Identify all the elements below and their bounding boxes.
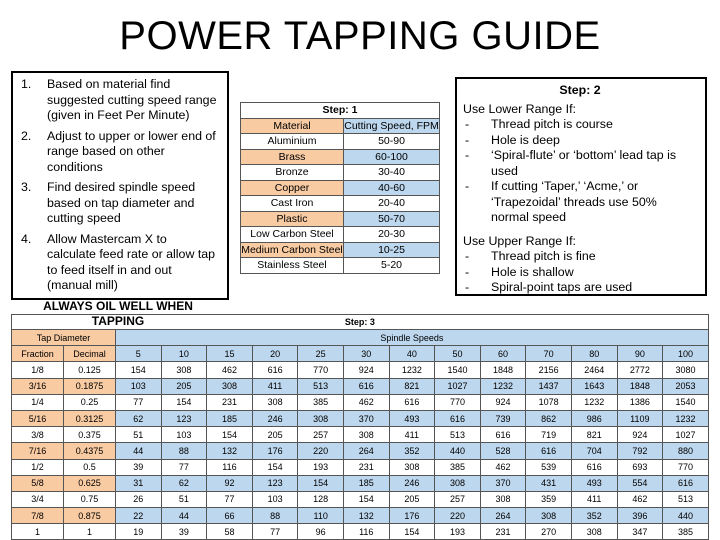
rpm-cell: 370: [343, 410, 389, 426]
step1-heading-row: [241, 103, 440, 119]
rpm-cell: 270: [526, 524, 572, 540]
rpm-cell: 110: [298, 508, 344, 524]
rpm-cell: 1386: [617, 394, 663, 410]
table-row: [12, 410, 709, 426]
rpm-cell: 411: [571, 491, 617, 507]
rpm-cell: 1437: [526, 378, 572, 394]
oil-note: ALWAYS OIL WELL WHEN TAPPING: [43, 298, 193, 328]
material-row: [241, 196, 440, 212]
rpm-cell: 616: [663, 475, 709, 491]
range-item: [463, 148, 697, 179]
decimal-cell: 0.25: [64, 394, 116, 410]
rpm-cell: 462: [480, 459, 526, 475]
lower-range-list: [463, 117, 697, 226]
rpm-cell: 128: [298, 491, 344, 507]
spindle-speeds-header: Spindle Speeds: [116, 330, 709, 346]
lower-range-title: Use Lower Range If:: [463, 101, 576, 116]
speed-cell: 30-40: [344, 165, 440, 181]
rpm-cell: 96: [298, 524, 344, 540]
rpm-cell: 308: [161, 362, 207, 378]
rpm-cell: 616: [435, 410, 481, 426]
rpm-cell: 26: [116, 491, 162, 507]
rpm-cell: 39: [161, 524, 207, 540]
decimal-cell: 0.5: [64, 459, 116, 475]
tap-diameter-header: Tap Diameter: [12, 330, 116, 346]
rpm-cell: 116: [343, 524, 389, 540]
rpm-cell: 513: [663, 491, 709, 507]
rpm-cell: 176: [389, 508, 435, 524]
range-item-text: Thread pitch is fine: [491, 249, 596, 263]
instruction-number: 2.: [21, 128, 32, 143]
fraction-cell: 3/4: [12, 491, 64, 507]
rpm-cell: 264: [480, 508, 526, 524]
rpm-cell: 513: [298, 378, 344, 394]
rpm-cell: 739: [480, 410, 526, 426]
step3-table: [11, 314, 709, 540]
step2-box: [455, 77, 707, 296]
upper-range-title: Use Upper Range If:: [463, 233, 576, 248]
table-row: [12, 394, 709, 410]
rpm-cell: 1109: [617, 410, 663, 426]
rpm-cell: 431: [526, 475, 572, 491]
rpm-cell: 39: [116, 459, 162, 475]
instruction-item: [17, 77, 219, 124]
rpm-cell: 231: [207, 394, 253, 410]
rpm-cell: 554: [617, 475, 663, 491]
rpm-cell: 77: [207, 491, 253, 507]
range-item: [463, 280, 697, 296]
rpm-cell: 123: [252, 475, 298, 491]
rpm-cell: 821: [389, 378, 435, 394]
rpm-cell: 359: [526, 491, 572, 507]
material-row: [241, 180, 440, 196]
fraction-cell: 3/16: [12, 378, 64, 394]
rpm-cell: 493: [571, 475, 617, 491]
rpm-cell: 51: [161, 491, 207, 507]
decimal-cell: 0.4375: [64, 443, 116, 459]
rpm-cell: 92: [207, 475, 253, 491]
fraction-cell: 1: [12, 524, 64, 540]
rpm-cell: 19: [116, 524, 162, 540]
instruction-text: Adjust to upper or lower end of range based on other conditions: [47, 128, 216, 174]
speed-column-header: 50: [435, 346, 481, 362]
rpm-cell: 2464: [571, 362, 617, 378]
speed-column-header: 5: [116, 346, 162, 362]
material-cell: Copper: [241, 180, 344, 196]
instruction-text: Based on material find suggested cutting speed range (given in Feet Per Minute): [47, 77, 217, 122]
page-title: POWER TAPPING GUIDE: [119, 14, 601, 58]
material-cell: Bronze: [241, 165, 344, 181]
material-row: [241, 165, 440, 181]
instruction-number: 3.: [21, 180, 32, 194]
rpm-cell: 440: [663, 508, 709, 524]
rpm-cell: 308: [343, 427, 389, 443]
step1-heading: Step: 1: [241, 103, 440, 119]
rpm-cell: 205: [252, 427, 298, 443]
range-item-text: Spiral-point taps are used: [491, 280, 633, 294]
rpm-cell: 2772: [617, 362, 663, 378]
range-item: [463, 249, 697, 265]
speed-column-header: 40: [389, 346, 435, 362]
rpm-cell: 193: [298, 459, 344, 475]
rpm-cell: 411: [389, 427, 435, 443]
table-row: [12, 459, 709, 475]
rpm-cell: 821: [571, 427, 617, 443]
speed-cell: 20-30: [344, 227, 440, 243]
rpm-cell: 132: [207, 443, 253, 459]
step3-group-row: [12, 330, 709, 346]
rpm-cell: 77: [161, 459, 207, 475]
step3-heading: Step: 3: [12, 315, 709, 330]
rpm-cell: 385: [435, 459, 481, 475]
rpm-cell: 1078: [526, 394, 572, 410]
speed-column-header: 60: [480, 346, 526, 362]
speed-column-header: 25: [298, 346, 344, 362]
rpm-cell: 352: [571, 508, 617, 524]
fraction-cell: 3/8: [12, 427, 64, 443]
material-row: [241, 242, 440, 258]
rpm-cell: 154: [116, 362, 162, 378]
rpm-cell: 176: [252, 443, 298, 459]
material-cell: Aluminium: [241, 134, 344, 150]
range-item: [463, 179, 697, 226]
rpm-cell: 1232: [480, 378, 526, 394]
range-item: [463, 117, 697, 133]
rpm-cell: 924: [480, 394, 526, 410]
rpm-cell: 770: [663, 459, 709, 475]
speed-column-header: 30: [343, 346, 389, 362]
rpm-cell: 1232: [663, 410, 709, 426]
rpm-cell: 154: [298, 475, 344, 491]
speed-cell: 20-40: [344, 196, 440, 212]
range-item: [463, 265, 697, 281]
dash-bullet: -: [465, 148, 470, 162]
rpm-cell: 88: [252, 508, 298, 524]
rpm-cell: 396: [617, 508, 663, 524]
instruction-item: [17, 232, 219, 294]
rpm-cell: 1848: [617, 378, 663, 394]
rpm-cell: 308: [571, 524, 617, 540]
table-row: [12, 508, 709, 524]
rpm-cell: 103: [116, 378, 162, 394]
range-item-text: Thread pitch is course: [491, 117, 613, 131]
rpm-cell: 62: [161, 475, 207, 491]
rpm-cell: 123: [161, 410, 207, 426]
step1-header-row: [241, 118, 440, 134]
table-row: [12, 362, 709, 378]
speed-cell: 60-100: [344, 149, 440, 165]
rpm-cell: 220: [435, 508, 481, 524]
rpm-cell: 185: [343, 475, 389, 491]
rpm-cell: 462: [343, 394, 389, 410]
instruction-item: [17, 129, 219, 176]
rpm-cell: 616: [480, 427, 526, 443]
rpm-cell: 62: [116, 410, 162, 426]
material-cell: Stainless Steel: [241, 258, 344, 274]
material-row: [241, 211, 440, 227]
rpm-cell: 924: [343, 362, 389, 378]
rpm-cell: 462: [617, 491, 663, 507]
step3-column-row: [12, 346, 709, 362]
dash-bullet: -: [465, 132, 470, 147]
instructions-list: [17, 77, 219, 294]
rpm-cell: 264: [343, 443, 389, 459]
dash-bullet: -: [465, 179, 470, 193]
rpm-cell: 616: [252, 362, 298, 378]
rpm-cell: 792: [617, 443, 663, 459]
table-row: [12, 443, 709, 459]
rpm-cell: 185: [207, 410, 253, 426]
speed-column-header: 20: [252, 346, 298, 362]
rpm-cell: 616: [389, 394, 435, 410]
rpm-cell: 308: [252, 394, 298, 410]
fraction-cell: 7/8: [12, 508, 64, 524]
decimal-cell: 0.1875: [64, 378, 116, 394]
decimal-cell: 0.125: [64, 362, 116, 378]
rpm-cell: 862: [526, 410, 572, 426]
decimal-cell: 0.75: [64, 491, 116, 507]
rpm-cell: 704: [571, 443, 617, 459]
fraction-cell: 1/8: [12, 362, 64, 378]
rpm-cell: 44: [161, 508, 207, 524]
rpm-cell: 308: [435, 475, 481, 491]
table-row: [12, 491, 709, 507]
rpm-cell: 1027: [663, 427, 709, 443]
range-item-text: ‘Spiral-flute’ or ‘bottom’ lead tap is used: [491, 148, 677, 178]
rpm-cell: 1540: [663, 394, 709, 410]
range-item-text: Hole is shallow: [491, 264, 574, 279]
step1-table: [240, 102, 440, 274]
rpm-cell: 193: [435, 524, 481, 540]
step3-heading-row: [12, 315, 709, 330]
rpm-cell: 31: [116, 475, 162, 491]
fraction-cell: 1/2: [12, 459, 64, 475]
rpm-cell: 22: [116, 508, 162, 524]
material-row: [241, 227, 440, 243]
decimal-cell: 0.3125: [64, 410, 116, 426]
instruction-number: 4.: [21, 231, 32, 246]
rpm-cell: 308: [526, 508, 572, 524]
rpm-cell: 308: [207, 378, 253, 394]
rpm-cell: 103: [252, 491, 298, 507]
rpm-cell: 205: [161, 378, 207, 394]
rpm-cell: 411: [252, 378, 298, 394]
speed-column-header: 80: [571, 346, 617, 362]
rpm-cell: 924: [617, 427, 663, 443]
fraction-cell: 1/4: [12, 394, 64, 410]
rpm-cell: 347: [617, 524, 663, 540]
rpm-cell: 385: [298, 394, 344, 410]
rpm-cell: 352: [389, 443, 435, 459]
rpm-cell: 462: [207, 362, 253, 378]
rpm-cell: 132: [343, 508, 389, 524]
material-row: [241, 149, 440, 165]
rpm-cell: 528: [480, 443, 526, 459]
material-row: [241, 134, 440, 150]
speed-cell: 40-60: [344, 180, 440, 196]
instruction-number: 1.: [21, 77, 32, 91]
rpm-cell: 3080: [663, 362, 709, 378]
rpm-cell: 616: [526, 443, 572, 459]
decimal-cell: 0.375: [64, 427, 116, 443]
rpm-cell: 1643: [571, 378, 617, 394]
rpm-cell: 77: [116, 394, 162, 410]
rpm-cell: 220: [298, 443, 344, 459]
rpm-cell: 205: [389, 491, 435, 507]
rpm-cell: 770: [435, 394, 481, 410]
rpm-cell: 231: [343, 459, 389, 475]
rpm-cell: 154: [343, 491, 389, 507]
upper-range-list: [463, 249, 697, 296]
speed-column-header: 70: [526, 346, 572, 362]
rpm-cell: 88: [161, 443, 207, 459]
rpm-cell: 385: [663, 524, 709, 540]
rpm-cell: 66: [207, 508, 253, 524]
rpm-cell: 513: [435, 427, 481, 443]
rpm-cell: 370: [480, 475, 526, 491]
speed-cell: 50-90: [344, 134, 440, 150]
speed-column-header: 100: [663, 346, 709, 362]
rpm-cell: 103: [161, 427, 207, 443]
decimal-cell: 1: [64, 524, 116, 540]
speed-column-header: 15: [207, 346, 253, 362]
cutting-speed-header: Cutting Speed, FPM: [344, 119, 439, 132]
range-item-text: If cutting ‘Taper,’ ‘Acme,’ or ‘Trapezoidal’ threads use 50% normal speed: [491, 179, 657, 224]
speed-column-header: 10: [161, 346, 207, 362]
rpm-cell: 1232: [389, 362, 435, 378]
decimal-cell: 0.625: [64, 475, 116, 491]
rpm-cell: 616: [571, 459, 617, 475]
fraction-cell: 5/8: [12, 475, 64, 491]
rpm-cell: 154: [161, 394, 207, 410]
rpm-cell: 308: [389, 459, 435, 475]
rpm-cell: 308: [480, 491, 526, 507]
rpm-cell: 1027: [435, 378, 481, 394]
material-cell: Cast Iron: [241, 196, 344, 212]
material-cell: Brass: [241, 149, 344, 165]
material-cell: Medium Carbon Steel: [241, 243, 343, 256]
fraction-cell: 5/16: [12, 410, 64, 426]
rpm-cell: 440: [435, 443, 481, 459]
rpm-cell: 493: [389, 410, 435, 426]
material-row: [241, 258, 440, 274]
rpm-cell: 616: [343, 378, 389, 394]
rpm-cell: 2156: [526, 362, 572, 378]
range-item: [463, 133, 697, 149]
rpm-cell: 308: [298, 410, 344, 426]
rpm-cell: 2053: [663, 378, 709, 394]
speed-cell: 50-70: [344, 211, 440, 227]
fraction-cell: 7/16: [12, 443, 64, 459]
rpm-cell: 257: [435, 491, 481, 507]
material-cell: Low Carbon Steel: [241, 227, 344, 243]
dash-bullet: -: [465, 280, 470, 294]
speed-cell: 10-25: [344, 242, 440, 258]
table-row: [12, 427, 709, 443]
dash-bullet: -: [465, 117, 470, 131]
rpm-cell: 77: [252, 524, 298, 540]
rpm-cell: 719: [526, 427, 572, 443]
material-header: Material: [241, 118, 344, 134]
dash-bullet: -: [465, 264, 470, 279]
step2-heading: Step: 2: [559, 83, 601, 97]
rpm-cell: 44: [116, 443, 162, 459]
decimal-header: Decimal: [64, 346, 116, 362]
fraction-header: Fraction: [12, 346, 64, 362]
rpm-cell: 986: [571, 410, 617, 426]
speed-column-header: 90: [617, 346, 663, 362]
dash-bullet: -: [465, 249, 470, 263]
rpm-cell: 693: [617, 459, 663, 475]
rpm-cell: 770: [298, 362, 344, 378]
instruction-text: Allow Mastercam X to calculate feed rate or allow tap to feed itself in and out (manual mill): [47, 231, 216, 292]
rpm-cell: 1540: [435, 362, 481, 378]
rpm-cell: 257: [298, 427, 344, 443]
rpm-cell: 246: [252, 410, 298, 426]
rpm-cell: 880: [663, 443, 709, 459]
instructions-box: [11, 71, 229, 328]
range-item-text: Hole is deep: [491, 132, 560, 147]
decimal-cell: 0.875: [64, 508, 116, 524]
rpm-cell: 231: [480, 524, 526, 540]
table-row: [12, 524, 709, 540]
rpm-cell: 539: [526, 459, 572, 475]
speed-cell: 5-20: [344, 258, 440, 274]
rpm-cell: 1232: [571, 394, 617, 410]
instruction-text: Find desired spindle speed based on tap diameter and cutting speed: [47, 180, 196, 225]
rpm-cell: 1848: [480, 362, 526, 378]
rpm-cell: 154: [207, 427, 253, 443]
table-row: [12, 378, 709, 394]
table-row: [12, 475, 709, 491]
rpm-cell: 246: [389, 475, 435, 491]
instruction-item: [17, 180, 219, 227]
rpm-cell: 154: [389, 524, 435, 540]
material-cell: Plastic: [241, 211, 344, 227]
rpm-cell: 51: [116, 427, 162, 443]
rpm-cell: 116: [207, 459, 253, 475]
rpm-cell: 154: [252, 459, 298, 475]
rpm-cell: 58: [207, 524, 253, 540]
